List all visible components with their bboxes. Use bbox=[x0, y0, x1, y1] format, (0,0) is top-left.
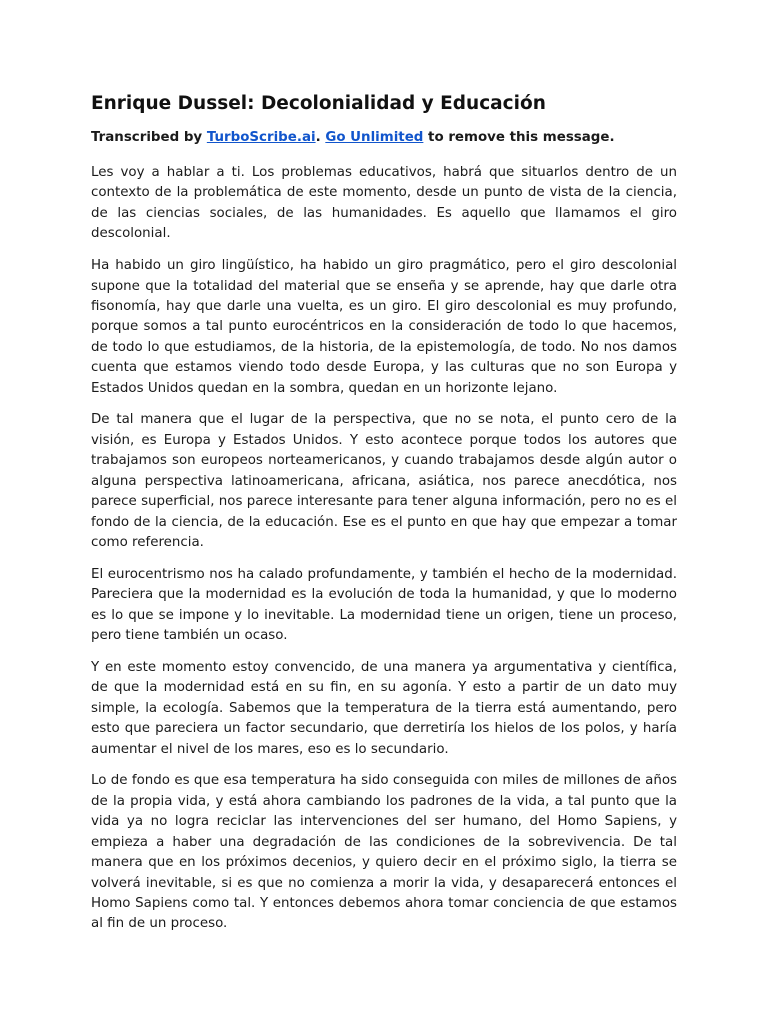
transcription-notice bbox=[91, 128, 677, 148]
paragraph: Ha habido un giro lingüístico, ha habido un giro pragmático, pero el giro descolonial supone que la totalidad del material que se enseña y se aprende, hay que darle otra fisonomía, hay que darle una vuelta, es un giro. El giro descolonial es muy profundo, porque somos a tal punto eurocéntricos en la consideración de todo lo que hacemos, de todo lo que estudiamos, de la historia, de la epistemología, de todo. No nos damos cuenta que estamos viendo todo desde Europa, y las culturas que no son Europa y Estados Unidos quedan en la sombra, quedan en un horizonte lejano. bbox=[91, 258, 677, 396]
document-page bbox=[91, 90, 677, 946]
paragraph: Les voy a hablar a ti. Los problemas educativos, habrá que situarlos dentro de un contexto de la problemática de este momento, desde un punto de vista de la ciencia, de las ciencias sociales, de las humanidades. Es aquello que llamamos el giro descolonial. bbox=[91, 165, 677, 242]
paragraph: Lo de fondo es que esa temperatura ha sido conseguida con miles de millones de años de la propia vida, y está ahora cambiando los padrones de la vida, a tal punto que la vida ya no logra reciclar las intervenciones del ser humano, del Homo Sapiens, y empieza a haber una degradación de las condiciones de la sobrevivencia. De tal manera que en los próximos decenios, y quiero decir en el próximo siglo, la tierra se volverá inevitable, si es que no comienza a morir la vida, y desaparecerá entonces el Homo Sapiens como tal. Y entonces debemos ahora tomar conciencia de que estamos al fin de un proceso. bbox=[91, 773, 677, 932]
transcription-separator: . bbox=[315, 130, 326, 145]
go-unlimited-link[interactable]: Go Unlimited bbox=[325, 130, 424, 145]
transcription-suffix: to remove this message. bbox=[423, 130, 615, 145]
paragraph: De tal manera que el lugar de la perspectiva, que no se nota, el punto cero de la visión, es Europa y Estados Unidos. Y esto acontece porque todos los autores que trabajamos son europeos norteamericanos, y cuando trabajamos desde algún autor o alguna perspectiva latinoamericana, africana, asiática, nos parece anecdótica, nos parece superficial, nos parece interesante para tener alguna información, pero no es el fondo de la ciencia, de la educación. Ese es el punto en que hay que empezar a tomar como referencia. bbox=[91, 412, 677, 550]
paragraph: Y en este momento estoy convencido, de una manera ya argumentativa y científica, de que la modernidad está en su fin, en su agonía. Y esto a partir de un dato muy simple, la ecología. Sabemos que la temperatura de la tierra está aumentando, pero esto que pareciera un factor secundario, que derretiría los hielos de los polos, y haría aumentar el nivel de los mares, eso es lo secundario. bbox=[91, 659, 677, 757]
document-title: Enrique Dussel: Decolonialidad y Educación bbox=[91, 93, 546, 114]
turboscribe-link[interactable]: TurboScribe.ai bbox=[206, 130, 316, 145]
paragraph: El eurocentrismo nos ha calado profundamente, y también el hecho de la modernidad. Pareciera que la modernidad es la evolución de toda la humanidad, y que lo moderno es lo que se impone y lo inevitable. La modernidad tiene un origen, tiene un proceso, pero tiene también un ocaso. bbox=[91, 566, 677, 644]
transcription-prefix: Transcribed by bbox=[91, 130, 207, 145]
